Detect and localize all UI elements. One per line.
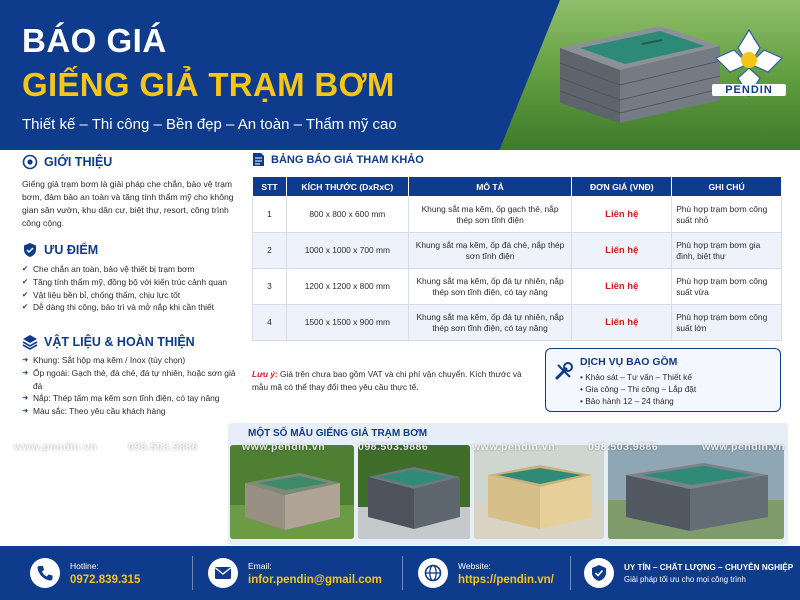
size-cell: 1200 x 1200 x 800 mm bbox=[286, 269, 408, 305]
slogan-subtext: Giải pháp tối ưu cho mọi công trình bbox=[624, 574, 746, 584]
table-row bbox=[253, 197, 782, 233]
list-item: ➜ Ốp ngoài: Gạch thẻ, đá chẻ, đá tự nhiên, hoặc sơn giả đá bbox=[22, 367, 247, 393]
mail-icon bbox=[208, 558, 238, 588]
gallery-image-2 bbox=[358, 445, 470, 539]
column-header: ĐƠN GIÁ (VNĐ) bbox=[572, 177, 672, 197]
watermark: www.pendin.vn bbox=[242, 441, 326, 453]
header-subtitle: Thiết kế – Thi công – Bền đẹp – An toàn – Thẩm mỹ cao bbox=[22, 116, 397, 133]
description-cell: Khung sắt mạ kẽm, ốp đá chẻ, nắp thép sơn tĩnh điện bbox=[408, 233, 572, 269]
title-line-1: BÁO GIÁ bbox=[22, 22, 167, 59]
column-header: MÔ TẢ bbox=[408, 177, 572, 197]
size-cell: 1000 x 1000 x 700 mm bbox=[286, 233, 408, 269]
tools-icon bbox=[554, 361, 574, 381]
list-item: ➜ Khung: Sắt hộp mạ kẽm / Inox (tùy chọn) bbox=[22, 354, 247, 367]
shield-icon bbox=[22, 242, 38, 258]
services-box bbox=[545, 348, 781, 412]
column-header: KÍCH THƯỚC (DxRxC) bbox=[286, 177, 408, 197]
hotline-block[interactable] bbox=[30, 546, 140, 600]
price-table-title-label: BẢNG BÁO GIÁ THAM KHẢO bbox=[271, 153, 424, 166]
watermark: 098.503.9886 bbox=[588, 441, 659, 453]
column-header: STT bbox=[253, 177, 287, 197]
logo-wordmark: PENDIN bbox=[712, 84, 786, 96]
document-icon bbox=[252, 152, 265, 167]
service-item-label: Khảo sát – Tư vấn – Thiết kế bbox=[585, 372, 692, 382]
slogan-text: UY TÍN – CHẤT LƯỢNG – CHUYÊN NGHIỆP bbox=[624, 562, 794, 572]
email-block[interactable] bbox=[208, 546, 382, 600]
intro-heading bbox=[22, 154, 112, 170]
watermark: www.pendin.vn bbox=[14, 441, 98, 453]
globe-icon bbox=[418, 558, 448, 588]
services-list bbox=[580, 371, 696, 407]
advantages-heading bbox=[22, 242, 98, 258]
badge-check-icon bbox=[584, 558, 614, 588]
price-cell: Liên hệ bbox=[572, 233, 672, 269]
list-item: • Khảo sát – Tư vấn – Thiết kế bbox=[580, 372, 692, 382]
phone-icon bbox=[30, 558, 60, 588]
price-table-title bbox=[252, 152, 424, 167]
layers-icon bbox=[22, 334, 38, 350]
price-cell: Liên hệ bbox=[572, 197, 672, 233]
title-line-2: GIẾNG GIẢ TRẠM BƠM bbox=[22, 66, 395, 103]
note-cell: Phù hợp trạm bơm công suất nhỏ bbox=[672, 197, 782, 233]
size-cell: 1500 x 1500 x 900 mm bbox=[286, 305, 408, 341]
table-row bbox=[253, 233, 782, 269]
email-label: Email: bbox=[248, 560, 272, 571]
intro-heading-label: GIỚI THIỆU bbox=[44, 155, 113, 169]
stt-cell: 3 bbox=[253, 269, 287, 305]
note-text: Giá trên chưa bao gồm VAT và chi phí vận chuyển. Kích thước và mẫu mã có thể thay đổi theo yêu cầu thực tế. bbox=[252, 369, 522, 392]
size-cell: 800 x 800 x 600 mm bbox=[286, 197, 408, 233]
price-table bbox=[252, 176, 782, 341]
price-cell: Liên hệ bbox=[572, 305, 672, 341]
watermark: 098.503.9886 bbox=[358, 441, 429, 453]
description-cell: Khung sắt mạ kẽm, ốp đá tự nhiên, nắp thép sơn tĩnh điện, có tay nâng bbox=[408, 305, 572, 341]
footer-divider bbox=[570, 556, 571, 590]
list-item: • Gia công – Thi công – Lắp đặt bbox=[580, 384, 697, 394]
price-note bbox=[252, 368, 532, 393]
table-row bbox=[253, 269, 782, 305]
materials-list bbox=[22, 354, 247, 418]
website-label: Website: bbox=[458, 560, 491, 571]
note-cell: Phù hợp trạm bơm công suất vừa bbox=[672, 269, 782, 305]
website-block[interactable] bbox=[418, 546, 554, 600]
materials-heading-label: VẬT LIỆU & HOÀN THIỆN bbox=[44, 335, 195, 349]
gallery-title: MỘT SỐ MẪU GIẾNG GIẢ TRẠM BƠM bbox=[248, 428, 428, 439]
description-cell: Khung sắt mạ kẽm, ốp đá tự nhiên, nắp thép sơn tĩnh điện, có tay nâng bbox=[408, 269, 572, 305]
advantages-list bbox=[22, 263, 247, 314]
note-label: Lưu ý: bbox=[252, 369, 278, 379]
column-header: GHI CHÚ bbox=[672, 177, 782, 197]
watermark: 098.503.9886 bbox=[128, 441, 199, 453]
services-heading: DỊCH VỤ BAO GỒM bbox=[580, 356, 678, 368]
list-item: ✔ Dễ dàng thi công, bảo trì và mở nắp khi cần thiết bbox=[22, 301, 247, 314]
list-item: ➜ Nắp: Thép tấm mạ kẽm sơn tĩnh điện, có tay nâng bbox=[22, 392, 247, 405]
stt-cell: 4 bbox=[253, 305, 287, 341]
price-cell: Liên hệ bbox=[572, 269, 672, 305]
watermark: www.pendin.vn bbox=[472, 441, 556, 453]
footer-bar bbox=[0, 546, 800, 600]
gallery-image-3 bbox=[474, 445, 604, 539]
hotline-label: Hotline: bbox=[70, 560, 99, 571]
note-cell: Phù hợp trạm bơm công suất lớn bbox=[672, 305, 782, 341]
list-item: ➜ Màu sắc: Theo yêu cầu khách hàng bbox=[22, 405, 247, 418]
advantages-heading-label: ƯU ĐIỂM bbox=[44, 243, 99, 257]
intro-text: Giếng giả trạm bơm là giải pháp che chắn, bảo vệ trạm bơm, đảm bảo an toàn và tăng tính thẩm mỹ cho không gian sân vườn, khu dân cư, biệt thự, resort, công trình công cộng. bbox=[22, 179, 234, 228]
list-item: ✔ Che chắn an toàn, bảo vệ thiết bị trạm bơm bbox=[22, 263, 247, 276]
service-item-label: Bảo hành 12 – 24 tháng bbox=[585, 396, 674, 406]
stt-cell: 2 bbox=[253, 233, 287, 269]
slogan-block bbox=[584, 546, 793, 600]
table-header-row bbox=[253, 177, 782, 197]
materials-heading bbox=[22, 334, 195, 350]
email-address[interactable]: infor.pendin@gmail.com bbox=[248, 573, 382, 586]
gallery-image-4 bbox=[608, 445, 784, 539]
hotline-number[interactable]: 0972.839.315 bbox=[70, 573, 141, 586]
header-banner bbox=[0, 0, 800, 150]
watermark: www.pendin.vn bbox=[702, 441, 786, 453]
note-cell: Phù hợp trạm bơm gia đình, biệt thự bbox=[672, 233, 782, 269]
stt-cell: 1 bbox=[253, 197, 287, 233]
website-link[interactable]: https://pendin.vn/ bbox=[458, 573, 554, 586]
pump-well-image bbox=[540, 18, 725, 128]
footer-divider bbox=[402, 556, 403, 590]
description-cell: Khung sắt mạ kẽm, ốp gạch thẻ, nắp thép sơn tĩnh điện bbox=[408, 197, 572, 233]
table-row bbox=[253, 305, 782, 341]
list-item: ✔ Tăng tính thẩm mỹ, đồng bộ với kiến trúc cảnh quan bbox=[22, 276, 247, 289]
list-item: • Bảo hành 12 – 24 tháng bbox=[580, 396, 674, 406]
target-icon bbox=[22, 154, 38, 170]
list-item: ✔ Vật liệu bền bỉ, chống thấm, chịu lực tốt bbox=[22, 289, 247, 302]
footer-divider bbox=[192, 556, 193, 590]
gallery-image-1 bbox=[230, 445, 354, 539]
service-item-label: Gia công – Thi công – Lắp đặt bbox=[585, 384, 697, 394]
